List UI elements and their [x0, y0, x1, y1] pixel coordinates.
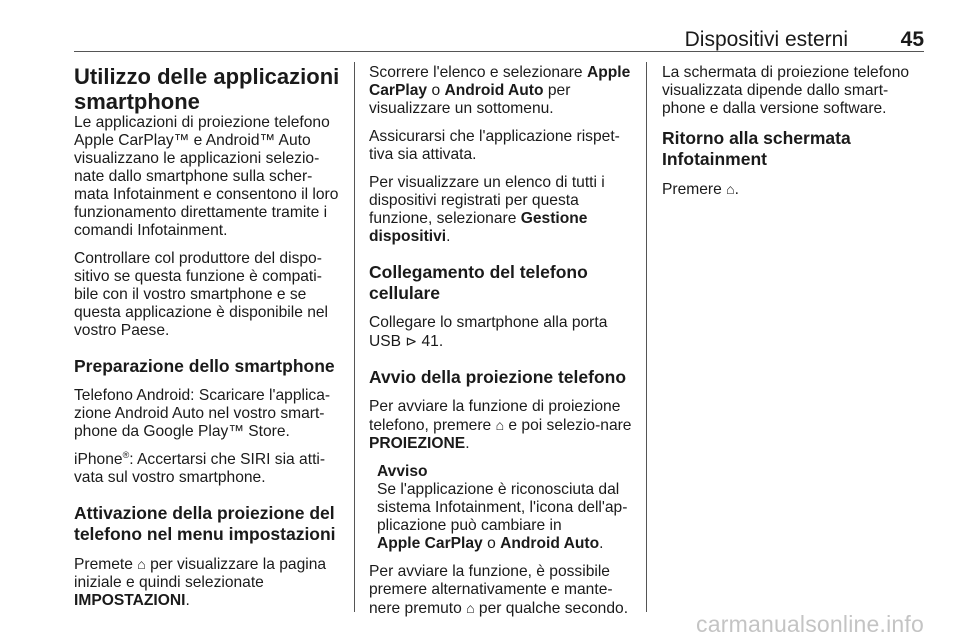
section-title: Dispositivi esterni	[684, 28, 848, 51]
home-icon: ⌂	[726, 181, 735, 197]
home-icon: ⌂	[466, 600, 475, 616]
heading-activate-projection: Attivazione della proiezione del telefono nel menu impostazioni	[74, 503, 336, 544]
paragraph-start	[369, 398, 639, 453]
page-number: 45	[900, 28, 924, 51]
watermark: carmanualsonline.info	[696, 611, 924, 637]
start-text-rest: e poi selezio-nare	[508, 417, 632, 434]
note-title: Avviso	[377, 463, 428, 480]
column-3	[662, 64, 924, 209]
column-2	[369, 64, 639, 618]
press-text: Premete	[74, 556, 133, 573]
paragraph-settings	[74, 555, 346, 610]
paragraph-device-list	[369, 174, 639, 246]
note-box	[369, 463, 639, 553]
period: .	[599, 535, 604, 552]
press-text: Premere	[662, 181, 722, 198]
column-divider-2	[646, 62, 647, 612]
paragraph-alternative	[369, 563, 639, 618]
press-text-rest: per visualizzare la pagina iniziale e quindi selezionate	[74, 556, 327, 591]
header-divider	[74, 51, 924, 52]
page-header	[74, 24, 924, 50]
alt-text-rest: per qualche secondo.	[478, 600, 629, 617]
paragraph-iphone	[74, 451, 346, 487]
period: .	[446, 228, 451, 245]
usb-text: Collegare lo smartphone alla porta USB	[369, 314, 608, 350]
period: .	[185, 592, 190, 609]
device-list-text: Per visualizzare un elenco di tutti i dispositivi registrati per questa funzione, selezionare	[369, 174, 605, 227]
home-icon: ⌂	[137, 556, 146, 572]
scroll-text-rest: per visualizzare un sottomenu.	[369, 82, 571, 117]
alt-text: Per avviare la funzione, è possibile premere alternativamente e mante-nere premuto	[369, 563, 613, 617]
usb-page-ref: 41.	[421, 333, 444, 350]
apple-carplay-label: Apple CarPlay	[377, 535, 483, 552]
projection-label: PROIEZIONE	[369, 435, 466, 452]
column-1	[74, 64, 346, 610]
paragraph-scroll	[369, 64, 639, 118]
iphone-text: : Accertarsi che SIRI sia atti-vata sul vostro smartphone.	[74, 451, 326, 486]
column-divider-1	[354, 62, 355, 612]
paragraph-screen-depends: La schermata di proiezione telefono visualizzata dipende dallo smart-phone e dalla versione software.	[662, 64, 910, 117]
heading-start-projection: Avvio della proiezione telefono	[369, 367, 627, 387]
paragraph-intro: Le applicazioni di proiezione telefono Apple CarPlay™ e Android™ Auto visualizzano le applicazioni selezio-nate dallo smartphone sulla scher-mata Infotainment e consentono il loro funzionamento direttamente tramite i comandi Infotainment.	[74, 114, 339, 239]
paragraph-android: Telefono Android: Scaricare l'applica-zione Android Auto nel vostro smart-phone da Google Play™ Store.	[74, 387, 331, 440]
paragraph-compatibility: Controllare col produttore del dispo-sitivo se questa funzione è compati-bile con il vostro smartphone e se questa applicazione è disponibile nel vostro Paese.	[74, 250, 329, 339]
or-text: o	[487, 535, 496, 552]
paragraph-usb	[369, 314, 639, 351]
heading-prepare-smartphone: Preparazione dello smartphone	[74, 356, 335, 376]
or-text: o	[431, 82, 441, 99]
settings-label: IMPOSTAZIONI	[74, 592, 186, 609]
period: .	[734, 181, 739, 198]
heading-connect-phone: Collegamento del telefono cellulare	[369, 262, 588, 303]
apple-carplay-label: Apple CarPlay	[369, 64, 631, 99]
android-auto-label: Android Auto	[500, 535, 600, 552]
heading-smartphone-apps: Utilizzo delle applicazioni smartphone	[74, 64, 340, 114]
period: .	[465, 435, 470, 452]
home-icon: ⌂	[495, 417, 505, 433]
note-text: Se l'applicazione è riconosciuta dal sistema Infotainment, l'icona dell'ap-plicazione può cambiare in	[377, 481, 628, 534]
scroll-text: Scorrere l'elenco e selezionare	[369, 64, 583, 81]
page-reference-icon: ⊳	[405, 333, 418, 349]
paragraph-ensure-active: Assicurarsi che l'applicazione rispet-tiva sia attivata.	[369, 128, 620, 163]
android-auto-label: Android Auto	[444, 82, 544, 99]
start-text: Per avviare la funzione di proiezione telefono, premere	[369, 398, 621, 434]
registered-mark: ®	[122, 449, 130, 460]
note-body	[377, 481, 639, 553]
manage-devices-label: Gestione dispositivi	[369, 210, 588, 245]
heading-return-infotainment: Ritorno alla schermata Infotainment	[662, 128, 851, 169]
paragraph-press-home	[662, 180, 924, 199]
iphone-label: iPhone	[74, 451, 123, 468]
